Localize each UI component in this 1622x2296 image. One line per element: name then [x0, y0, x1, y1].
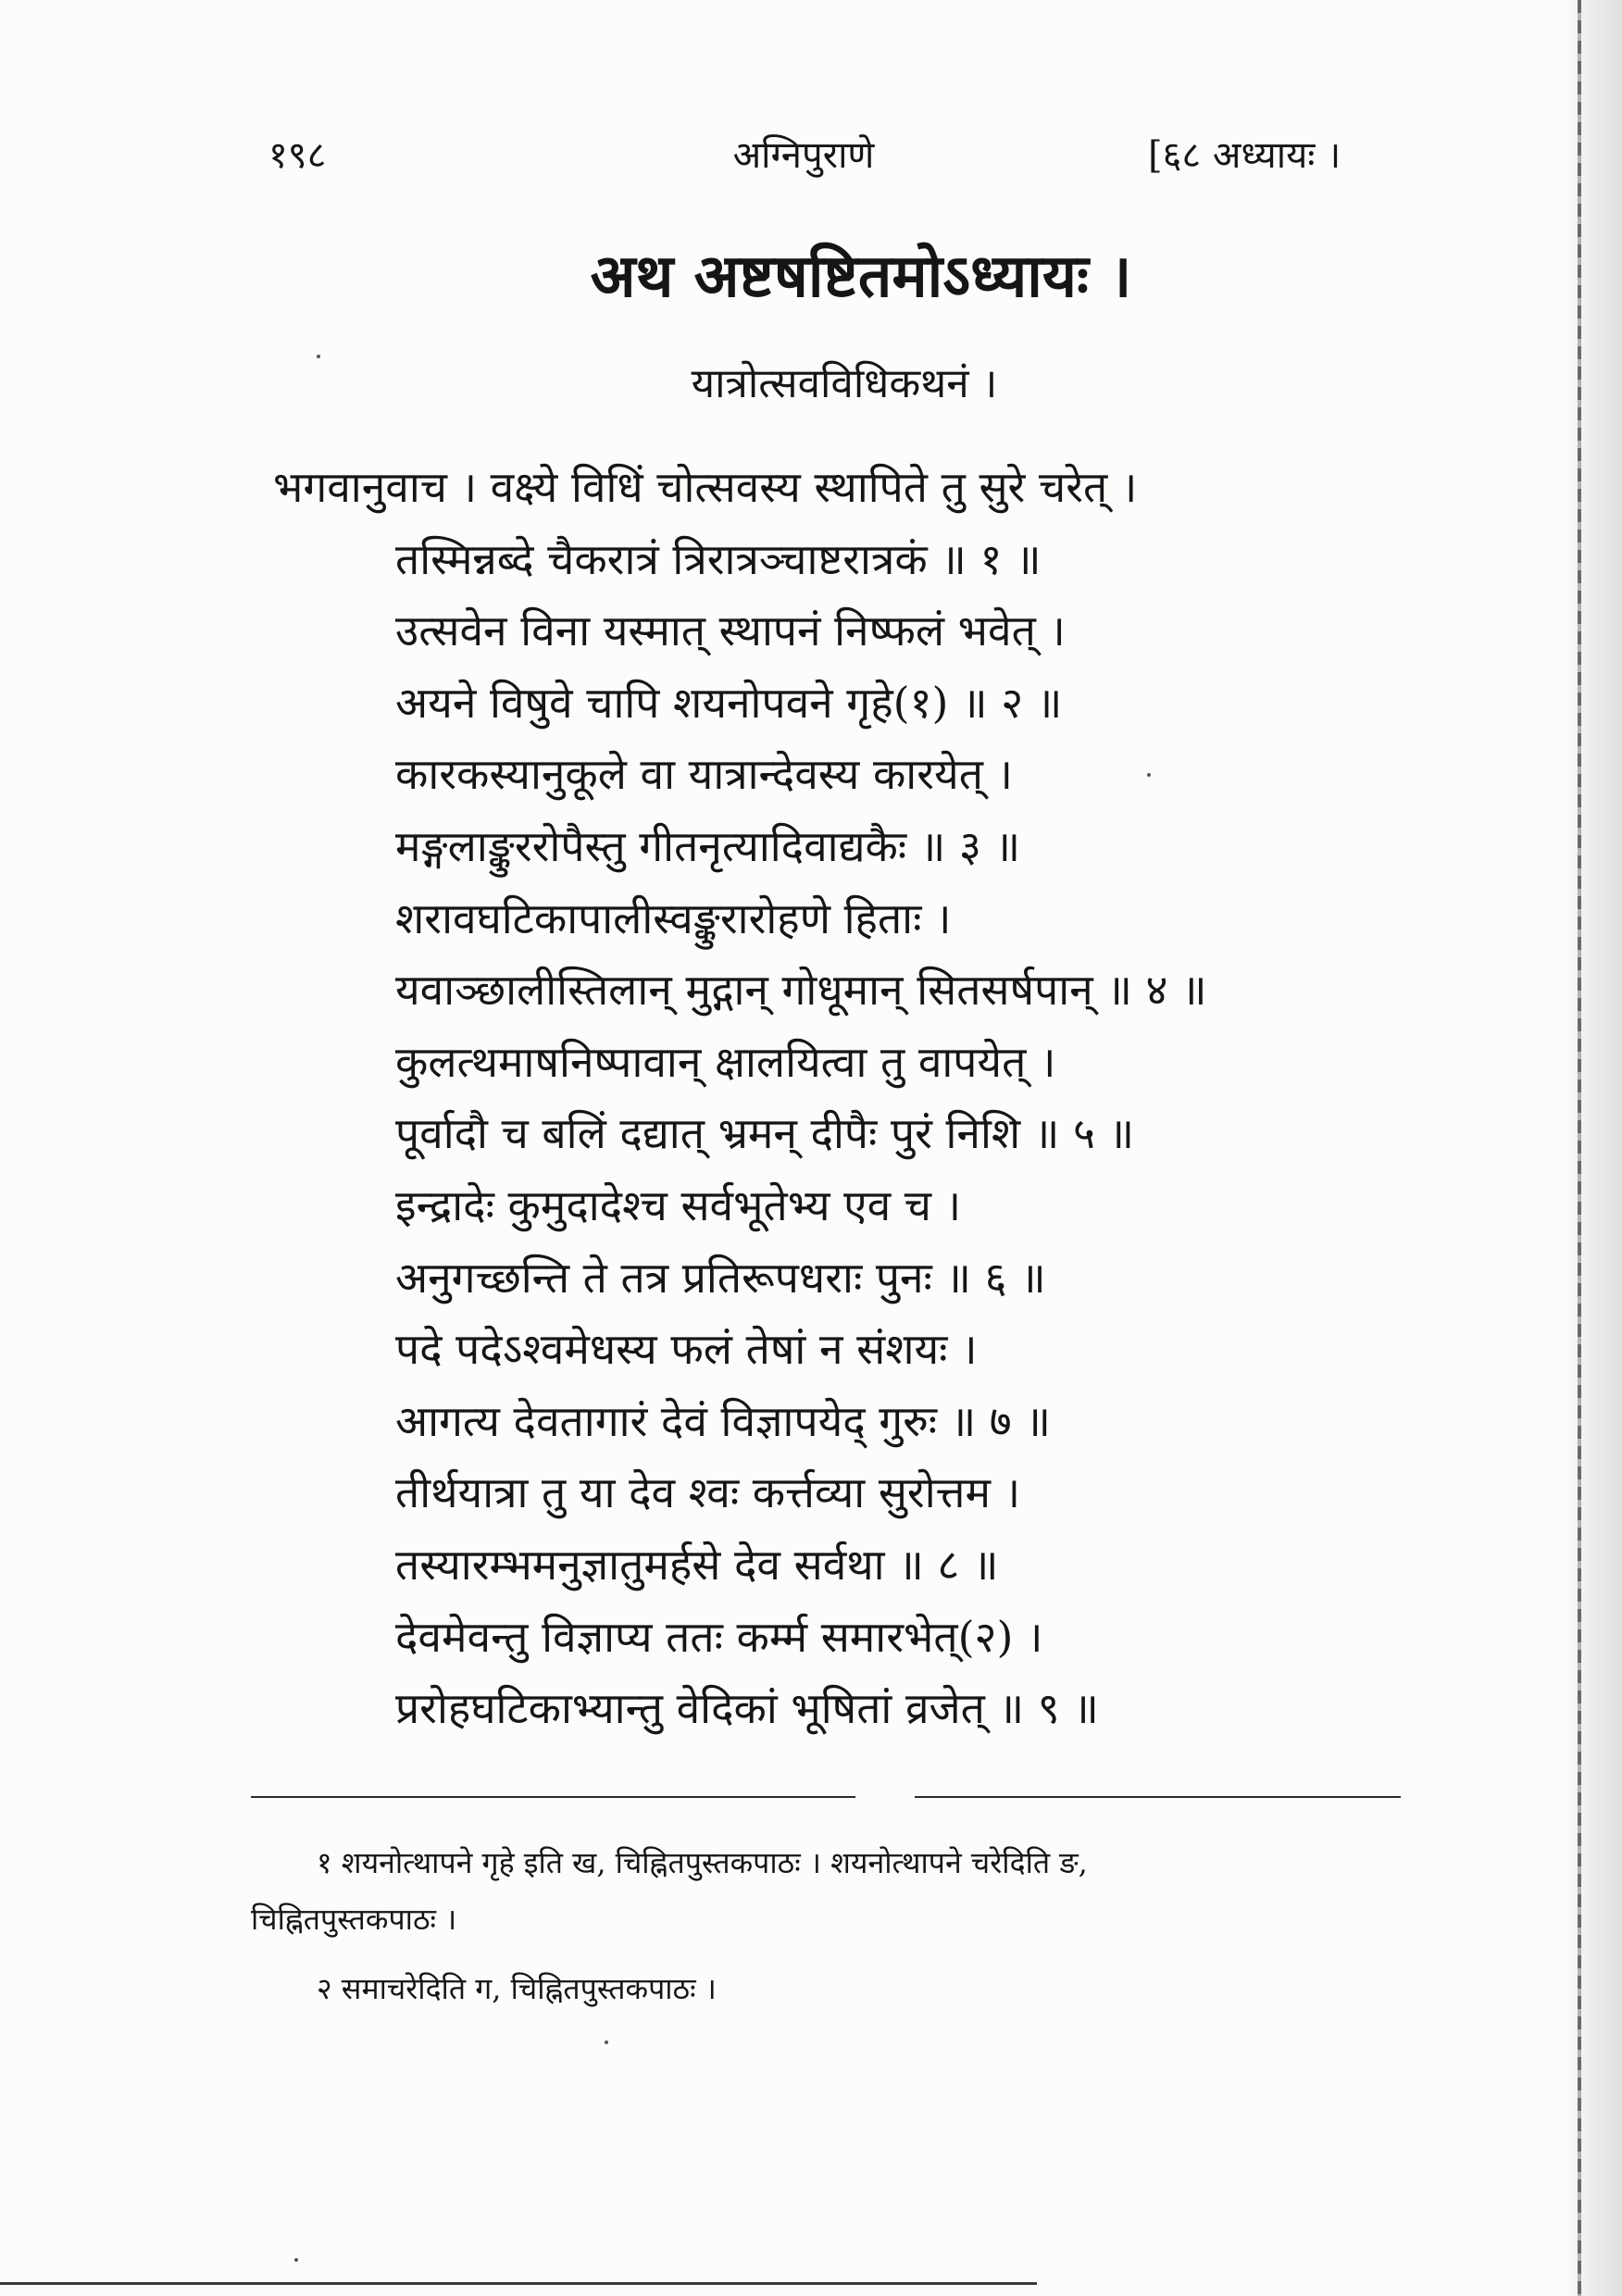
verse-line	[273, 1457, 1551, 1529]
verse-line	[273, 883, 1551, 955]
chapter-subtitle-text: यात्रोत्सवविधिकथनं ।	[691, 360, 998, 407]
chapter-title-text: अथ अष्टषष्टितमोऽध्यायः ।	[590, 242, 1132, 311]
verse-line	[273, 1098, 1551, 1170]
scan-speck	[1147, 773, 1151, 777]
footnote-1	[317, 1841, 1436, 1885]
verse-line	[273, 668, 1551, 740]
footnote-1-line-1: १ शयनोत्थापने गृहे इति ख, चिह्नितपुस्तकपाठः । शयनोत्थापने चरेदिति ङ,	[317, 1845, 1088, 1880]
scan-edge-shadow	[1565, 0, 1622, 2296]
verse-line	[273, 739, 1551, 811]
footnote-rule-right	[915, 1796, 1401, 1798]
verse-line-text: तस्यारम्भमनुज्ञातुमर्हसे देव सर्वथा ॥ ८ ॥	[395, 1539, 999, 1590]
verse-block	[273, 452, 1551, 1745]
verse-line	[273, 1602, 1551, 1674]
chapter-title	[444, 235, 1278, 318]
verse-line	[273, 1673, 1551, 1745]
verse-line-text: तस्मिन्नब्दे चैकरात्रं त्रिरात्रञ्चाष्टरात्रकं ॥ १ ॥	[395, 533, 1042, 584]
footnote-rule-left	[251, 1796, 855, 1798]
footnote-1-continuation	[251, 1897, 1436, 1941]
scan-speck	[294, 2258, 298, 2262]
verse-line-text: तीर्थयात्रा तु या देव श्वः कर्त्तव्या सुरोत्तम ।	[395, 1467, 1021, 1518]
verse-line-text: आगत्य देवतागारं देवं विज्ञापयेद् गुरुः ॥ ७ ॥	[395, 1395, 1051, 1446]
verse-line	[273, 1027, 1551, 1099]
book-title-text: अग्निपुराणे	[732, 134, 875, 177]
header-chapter-ref	[1148, 130, 1555, 181]
verse-line-text: यवाञ्छालीस्तिलान् मुद्गान् गोधूमान् सितसर्षपान् ॥ ४ ॥	[395, 965, 1207, 1016]
header-book-title	[618, 130, 989, 181]
verse-line-text: उत्सवेन विना यस्मात् स्थापनं निष्फलं भवेत् ।	[395, 605, 1066, 656]
verse-line	[273, 955, 1551, 1027]
scan-edge-line	[1578, 0, 1581, 2296]
verse-line	[273, 811, 1551, 883]
verse-line	[273, 1386, 1551, 1458]
verse-line-text: भगवानुवाच । वक्ष्ये विधिं चोत्सवस्य स्थापिते तु सुरे चरेत् ।	[273, 462, 1138, 512]
verse-line-text: प्ररोहघटिकाभ्यान्तु वेदिकां भूषितां व्रजेत् ॥ ९ ॥	[395, 1683, 1099, 1734]
verse-line-text: अनुगच्छन्ति ते तत्र प्रतिरूपधराः पुनः ॥ ६ ॥	[395, 1252, 1046, 1303]
verse-line-text: मङ्गलाङ्कुररोपैस्तु गीतनृत्यादिवाद्यकैः ॥ ३ ॥	[395, 820, 1021, 871]
verse-line-text: पदे पदेऽश्वमेधस्य फलं तेषां न संशयः ।	[395, 1324, 978, 1375]
footnote-2-line-1: २ समाचरेदिति ग, चिह्नितपुस्तकपाठः ।	[317, 1971, 717, 2006]
page-number-text: १९८	[268, 134, 327, 177]
chapter-subtitle	[463, 355, 1226, 414]
scan-bottom-edge	[0, 2282, 1037, 2285]
verse-line-text: अयने विषुवे चापि शयनोपवने गृहे(१) ॥ २ ॥	[395, 677, 1063, 728]
verse-line-text: शरावघटिकापालीस्वङ्कुरारोहणे हिताः ।	[395, 892, 952, 943]
verse-line-text: पूर्वादौ च बलिं दद्यात् भ्रमन् दीपैः पुरं निशि ॥ ५ ॥	[395, 1108, 1135, 1159]
verse-line	[273, 452, 1551, 524]
verse-line-text: कारकस्यानुकूले वा यात्रान्देवस्य कारयेत् ।	[395, 749, 1013, 800]
verse-line	[273, 524, 1551, 596]
chapter-ref-text: [६८ अध्यायः ।	[1148, 134, 1341, 177]
scan-speck	[605, 2040, 608, 2044]
verse-line	[273, 1170, 1551, 1242]
verse-line	[273, 1314, 1551, 1386]
footnote-2	[317, 1966, 1436, 2011]
verse-line-text: इन्द्रादेः कुमुदादेश्च सर्वभूतेभ्य एव च ।	[395, 1179, 962, 1230]
verse-line	[273, 1242, 1551, 1315]
verse-line	[273, 1529, 1551, 1602]
footnote-1-line-2: चिह्नितपुस्तकपाठः ।	[251, 1902, 457, 1937]
header-page-number	[268, 130, 472, 181]
verse-line-text: कुलत्थमाषनिष्पावान् क्षालयित्वा तु वापयेत् ।	[395, 1036, 1056, 1087]
verse-line	[273, 595, 1551, 668]
scan-speck	[317, 355, 320, 358]
verse-line-text: देवमेवन्तु विज्ञाप्य ततः कर्म्म समारभेत्(२) ।	[395, 1611, 1043, 1662]
